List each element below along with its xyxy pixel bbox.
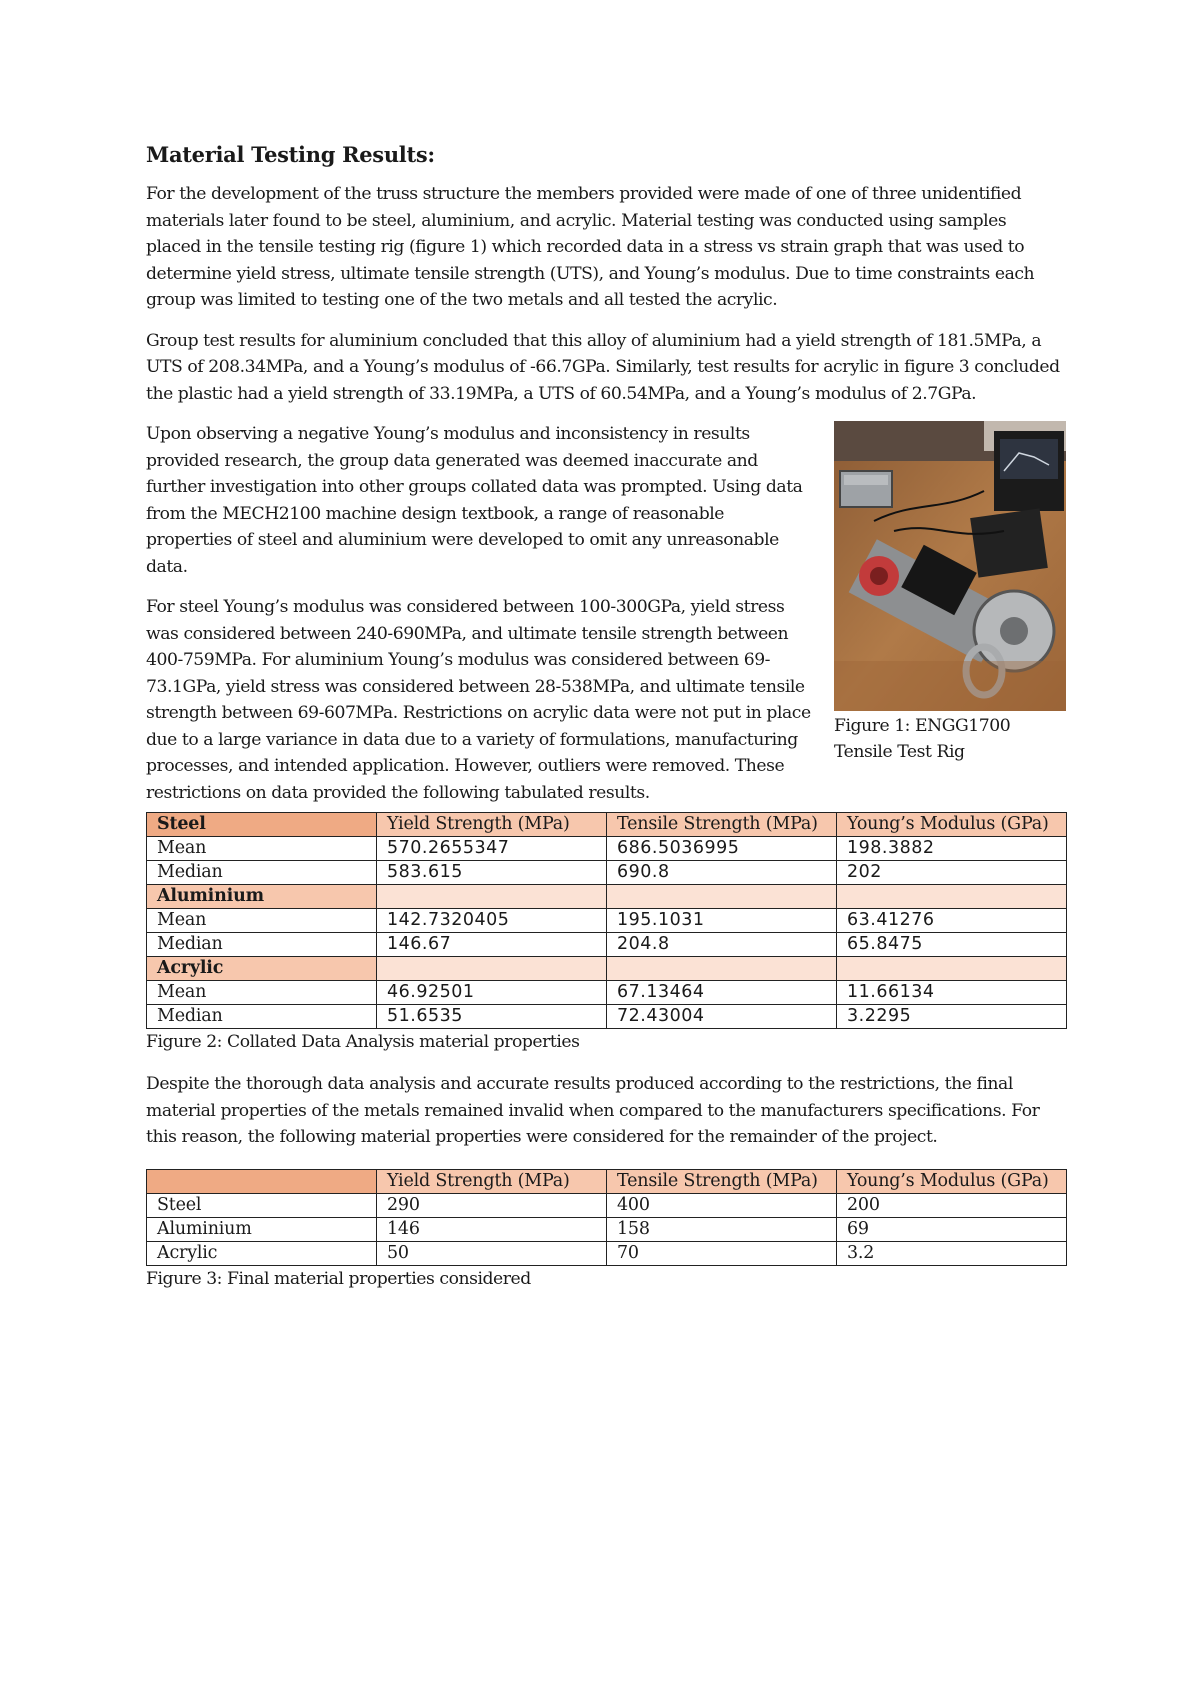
table-cell: Median <box>147 933 377 957</box>
table-row <box>147 1005 1067 1029</box>
table-header-cell: Young’s Modulus (GPa) <box>837 813 1067 837</box>
table-cell: 11.66134 <box>837 981 1067 1005</box>
table-cell: 200 <box>837 1193 1067 1217</box>
table-cell: Acrylic <box>147 1241 377 1265</box>
table-cell: 67.13464 <box>607 981 837 1005</box>
table-cell <box>607 885 837 909</box>
table-row <box>147 1193 1067 1217</box>
table-row <box>147 861 1067 885</box>
table-cell: 72.43004 <box>607 1005 837 1029</box>
figure-2-caption: Figure 2: Collated Data Analysis material properties <box>146 1032 580 1052</box>
table-cell: Median <box>147 861 377 885</box>
table-cell <box>377 957 607 981</box>
table-cell: 3.2295 <box>837 1005 1067 1029</box>
table-cell: 146.67 <box>377 933 607 957</box>
table-cell: 198.3882 <box>837 837 1067 861</box>
table-cell: 583.615 <box>377 861 607 885</box>
table-cell <box>837 957 1067 981</box>
table-row <box>147 1217 1067 1241</box>
tensile-test-rig-photo <box>834 421 1066 711</box>
collated-data-table <box>146 812 1067 1029</box>
table-cell: 686.5036995 <box>607 837 837 861</box>
figure-1-caption: Figure 1: ENGG1700 Tensile Test Rig <box>834 716 1011 762</box>
left-column <box>146 421 814 806</box>
section-title: Material Testing Results: <box>146 142 435 167</box>
table-row <box>147 909 1067 933</box>
table-header-cell: Steel <box>147 813 377 837</box>
figure1-wrap <box>146 421 1066 806</box>
table-cell: Mean <box>147 909 377 933</box>
table-row <box>147 933 1067 957</box>
table-row <box>147 981 1067 1005</box>
table-cell <box>837 885 1067 909</box>
table-section-label: Acrylic <box>147 957 377 981</box>
table-cell: 69 <box>837 1217 1067 1241</box>
table-cell: 46.92501 <box>377 981 607 1005</box>
table-cell: 3.2 <box>837 1241 1067 1265</box>
paragraph-investigation: Upon observing a negative Young’s modulus and inconsistency in results provided research, the group data generated was deemed inaccurate and further investigation into other groups collated data was prompted. Using data from the MECH2100 machine design textbook, a range of reasonable properties of steel and aluminium were developed to omit any unreasonable data. <box>146 424 803 577</box>
table-header-cell <box>147 1169 377 1193</box>
table-cell: Mean <box>147 981 377 1005</box>
table-cell: 400 <box>607 1193 837 1217</box>
table-cell: 204.8 <box>607 933 837 957</box>
table-cell: 195.1031 <box>607 909 837 933</box>
table-cell: 146 <box>377 1217 607 1241</box>
figure-1 <box>834 421 1066 765</box>
table-cell: 65.8475 <box>837 933 1067 957</box>
table-header-cell: Yield Strength (MPa) <box>377 1169 607 1193</box>
document-page <box>146 142 1066 1308</box>
table-cell: 202 <box>837 861 1067 885</box>
table-cell: Aluminium <box>147 1217 377 1241</box>
table-cell: 142.7320405 <box>377 909 607 933</box>
table-header-row <box>147 813 1067 837</box>
table-cell: Mean <box>147 837 377 861</box>
table-cell: 158 <box>607 1217 837 1241</box>
table-cell: 70 <box>607 1241 837 1265</box>
table-cell: 290 <box>377 1193 607 1217</box>
table-cell: Median <box>147 1005 377 1029</box>
table-header-cell: Young’s Modulus (GPa) <box>837 1169 1067 1193</box>
paragraph-intro: For the development of the truss structure the members provided were made of one of three unidentified materials later found to be steel, aluminium, and acrylic. Material testing was conducted using samples placed in the tensile testing rig (figure 1) which recorded data in a stress vs strain graph that was used to determine yield stress, ultimate tensile strength (UTS), and Young’s modulus. Due to time constraints each group was limited to testing one of the two metals and all tested the acrylic. <box>146 184 1035 310</box>
table-row <box>147 1241 1067 1265</box>
paragraph-final-properties: Despite the thorough data analysis and accurate results produced according to the restrictions, the final material properties of the metals remained invalid when compared to the manufacturers specifications. For this reason, the following material properties were considered for the remainder of the project. <box>146 1074 1040 1147</box>
table-cell: 570.2655347 <box>377 837 607 861</box>
table-cell: 63.41276 <box>837 909 1067 933</box>
paragraph-restrictions: For steel Young’s modulus was considered between 100-300GPa, yield stress was considered between 240-690MPa, and ultimate tensile strength between 400-759MPa. For aluminium Young’s modulus was considered between 69-73.1GPa, yield stress was considered between 28-538MPa, and ultimate tensile strength between 69-607MPa. Restrictions on acrylic data were not put in place due to a large variance in data due to a variety of formulations, manufacturing processes, and intended application. However, outliers were removed. These restrictions on data provided the following tabulated results. <box>146 597 811 803</box>
final-properties-table <box>146 1169 1067 1266</box>
table-cell: 50 <box>377 1241 607 1265</box>
table-header-cell: Yield Strength (MPa) <box>377 813 607 837</box>
table-cell <box>377 885 607 909</box>
table-section-row <box>147 957 1067 981</box>
table-header-cell: Tensile Strength (MPa) <box>607 813 837 837</box>
table-header-cell: Tensile Strength (MPa) <box>607 1169 837 1193</box>
figure-3-caption: Figure 3: Final material properties considered <box>146 1268 531 1289</box>
table-cell: 51.6535 <box>377 1005 607 1029</box>
table-section-label: Aluminium <box>147 885 377 909</box>
table-cell <box>607 957 837 981</box>
paragraph-group-results: Group test results for aluminium concluded that this alloy of aluminium had a yield strength of 181.5MPa, a UTS of 208.34MPa, and a Young’s modulus of -66.7GPa. Similarly, test results for acrylic in figure 3 concluded the plastic had a yield strength of 33.19MPa, a UTS of 60.54MPa, and a Young’s modulus of 2.7GPa. <box>146 330 1060 404</box>
table-row <box>147 837 1067 861</box>
table-cell: 690.8 <box>607 861 837 885</box>
table-cell: Steel <box>147 1193 377 1217</box>
table-section-row <box>147 885 1067 909</box>
table-header-row <box>147 1169 1067 1193</box>
